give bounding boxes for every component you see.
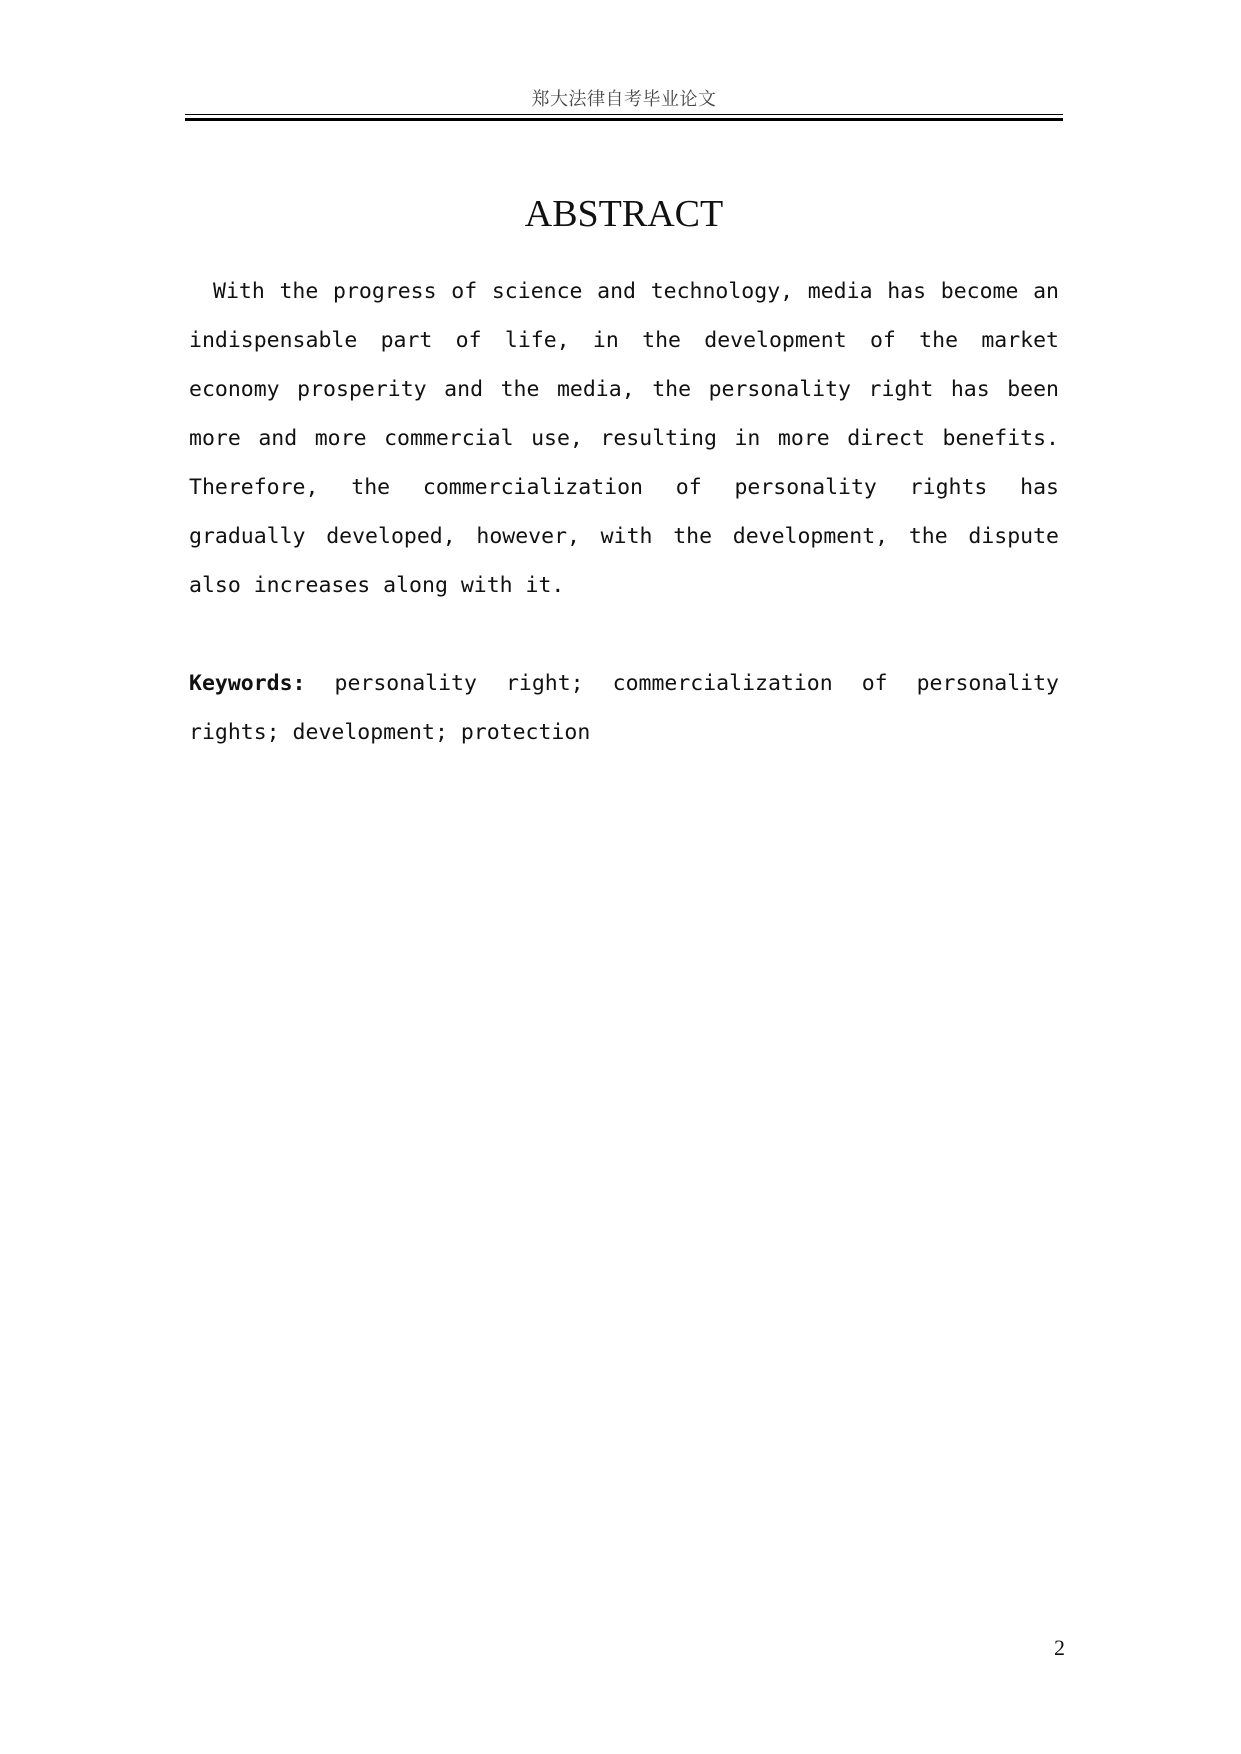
running-header-title: 郑大法律自考毕业论文 bbox=[531, 89, 717, 110]
page-number: 2 bbox=[1054, 1635, 1065, 1660]
keywords-label: Keywords: bbox=[189, 671, 306, 696]
abstract-paragraph: With the progress of science and technology, media has become an indispensable part of life, in the development of the market economy prosperity and the media, the personality right has been more and more commercial use, resulting in more direct benefits. Therefore, the commercialization of personality rights has gradually developed, however, with the development, the dispute also increases along with it. bbox=[189, 279, 1059, 598]
abstract-title: ABSTRACT bbox=[524, 193, 724, 236]
keywords-text: personality right; commercialization of personality rights; development; protection bbox=[189, 671, 1059, 745]
header-double-rule bbox=[185, 114, 1063, 121]
keywords-section bbox=[189, 659, 1059, 757]
